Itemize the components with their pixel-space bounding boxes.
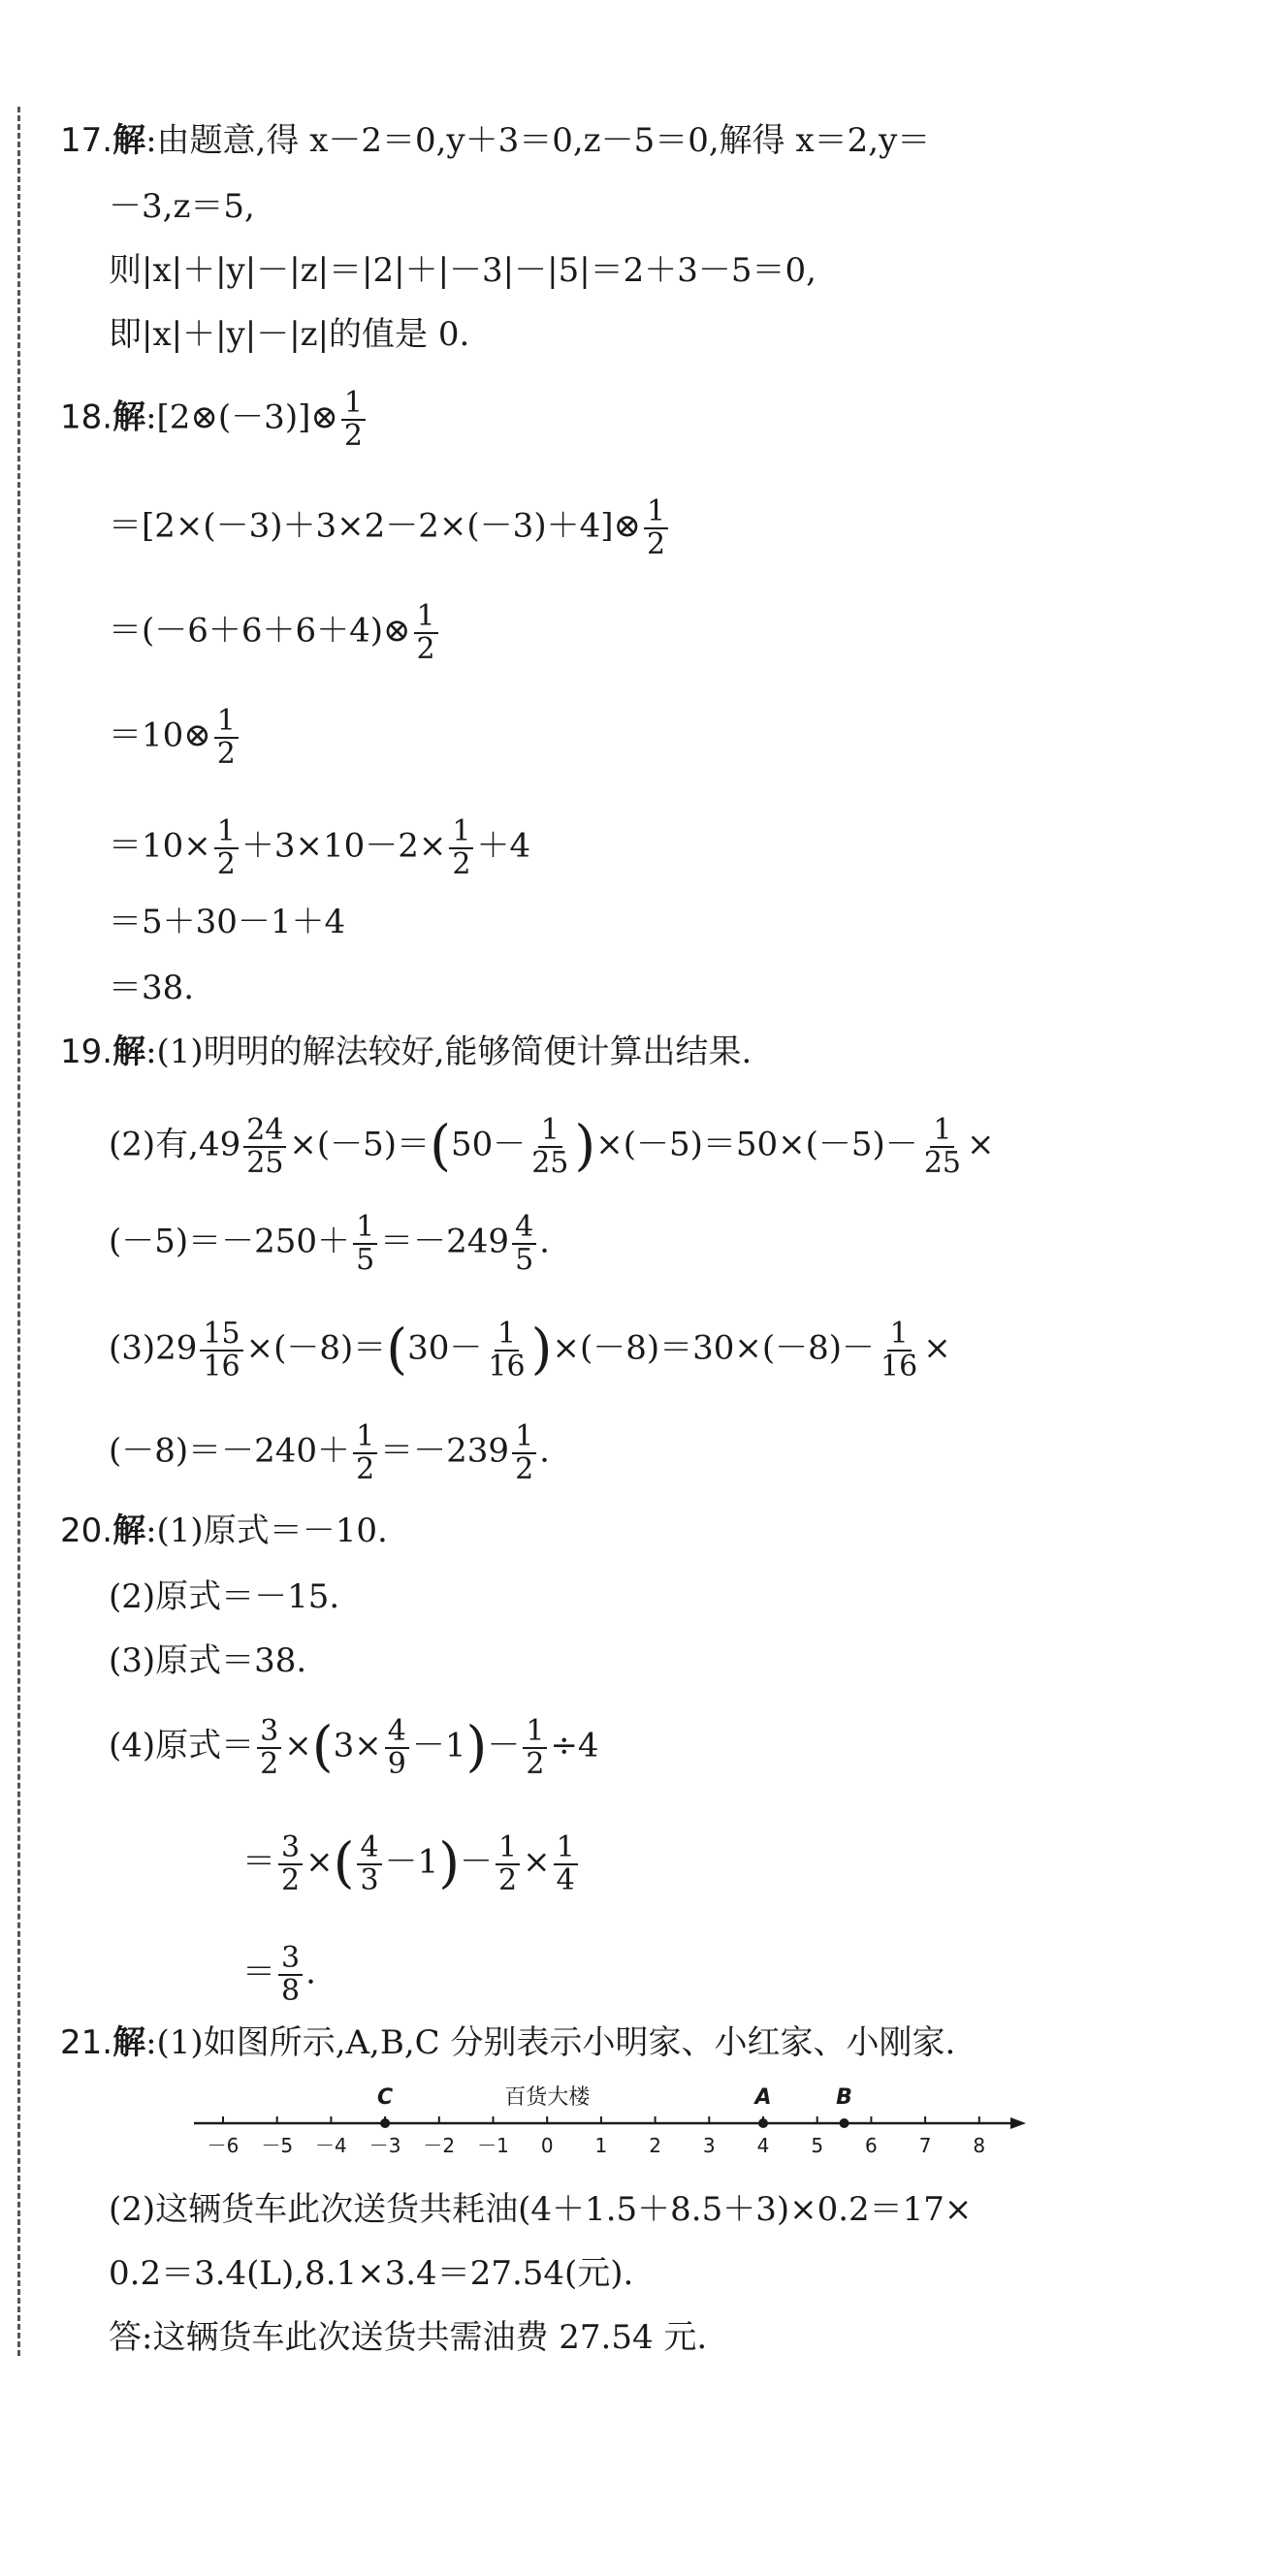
fraction: $\frac{1}{16}$ xyxy=(881,1317,918,1383)
fraction: $\frac{24}{25}$ xyxy=(243,1115,286,1178)
q20-number: 20. xyxy=(60,1511,113,1550)
q21-line-1: 21.解:(1)如图所示,A,B,C 分别表示小明家、小红家、小刚家. xyxy=(60,2023,956,2062)
q17-line-1 xyxy=(60,121,931,160)
fraction: $\frac{1}{2}$ xyxy=(414,601,438,664)
q19-jie: 解 xyxy=(112,1033,146,1071)
q18-jie: 解 xyxy=(112,398,146,437)
q19-line-5: (－8)＝－240＋ $\frac{1}{2}$ ＝－239 $\frac{1}{2}$ . xyxy=(109,1419,550,1486)
q17-number: 17. xyxy=(60,121,113,160)
q17-jie: 解 xyxy=(112,121,146,160)
q21-number: 21. xyxy=(60,2023,113,2062)
q20-line-6: ＝ $\frac{3}{8}$ . xyxy=(242,1941,316,2008)
q20-line-2: (2)原式＝－15. xyxy=(109,1577,340,1616)
q20-line-5: ＝ $\frac{3}{2}$ ×( $\frac{4}{3}$ －1)－ $\frac{1}{2}$ × $\frac{1}{4}$ xyxy=(242,1832,581,1895)
fraction: $\frac{1}{16}$ xyxy=(488,1317,526,1383)
fraction: $\frac{1}{2}$ xyxy=(644,496,668,559)
q19-number: 19. xyxy=(60,1033,113,1071)
fraction: $\frac{4}{9}$ xyxy=(385,1716,409,1779)
q19-line-4: (3)29 $\frac{15}{16}$ ×(－8)＝(30－ $\frac{1}{16}$ )×(－8)＝30×(－8)－ $\frac{1}{16}$ × xyxy=(109,1317,951,1383)
tick-label: －1 xyxy=(477,2134,509,2157)
q18-line-1 xyxy=(60,388,368,451)
tick-label: －5 xyxy=(261,2134,294,2157)
fraction: $\frac{3}{8}$ xyxy=(278,1943,303,2006)
q21-jie: 解 xyxy=(112,2023,146,2062)
fraction: $\frac{1}{2}$ xyxy=(341,388,366,451)
q19-line-3: (－5)＝－250＋ $\frac{1}{5}$ ＝－249 $\frac{4}{5}$ . xyxy=(109,1210,550,1277)
q17-line-2: －3,z＝5, xyxy=(109,187,255,226)
q18-line-2: ＝[2×(－3)＋3×2－2×(－3)＋4]⊗ $\frac{1}{2}$ xyxy=(109,496,671,559)
tick-label: －6 xyxy=(207,2134,240,2157)
tick-label: 0 xyxy=(540,2134,554,2157)
q18-line-5: ＝10× $\frac{1}{2}$ ＋3×10－2× $\frac{1}{2}$ ＋4 xyxy=(109,814,531,881)
tick-label: －2 xyxy=(423,2134,456,2157)
fraction: $\frac{15}{16}$ xyxy=(200,1319,242,1382)
q18-number: 18. xyxy=(60,398,113,437)
fraction: $\frac{1}{2}$ xyxy=(353,1421,377,1484)
tick-label: 8 xyxy=(973,2134,986,2157)
fraction: $\frac{1}{2}$ xyxy=(523,1716,547,1779)
tick-label: 3 xyxy=(702,2134,716,2157)
tick-label: 7 xyxy=(918,2134,932,2157)
point-label: A xyxy=(754,2085,772,2110)
fraction: $\frac{1}{2}$ xyxy=(214,706,239,769)
q21-line-2: (2)这辆货车此次送货共耗油(4＋1.5＋8.5＋3)×0.2＝17× xyxy=(109,2190,973,2229)
origin-label: 百货大楼 xyxy=(504,2085,591,2110)
point-label: C xyxy=(377,2085,394,2110)
point-label: B xyxy=(836,2085,852,2110)
q17-line-4: 即|x|＋|y|－|z|的值是 0. xyxy=(109,315,470,354)
q18-line-7: ＝38. xyxy=(109,969,195,1007)
fraction: $\frac{3}{2}$ xyxy=(278,1832,303,1895)
fraction: $\frac{1}{4}$ xyxy=(554,1832,578,1895)
point-marker xyxy=(758,2118,768,2128)
fraction: $\frac{1}{25}$ xyxy=(531,1113,569,1180)
q18-line-3: ＝(－6＋6＋6＋4)⊗ $\frac{1}{2}$ xyxy=(109,601,441,664)
q21-line-3: 0.2＝3.4(L),8.1×3.4＝27.54(元). xyxy=(109,2254,634,2293)
fraction: $\frac{1}{2}$ xyxy=(449,816,473,879)
tick-label: 5 xyxy=(811,2134,824,2157)
fraction: $\frac{4}{3}$ xyxy=(357,1832,381,1895)
number-line xyxy=(194,2073,1028,2160)
tick-label: －4 xyxy=(315,2134,347,2157)
q20-line-4: (4)原式＝ $\frac{3}{2}$ ×(3× $\frac{4}{9}$ －1)－ $\frac{1}{2}$ ÷4 xyxy=(109,1714,599,1781)
fraction: $\frac{3}{2}$ xyxy=(257,1716,281,1779)
tick-label: 2 xyxy=(649,2134,661,2157)
tick-label: －3 xyxy=(368,2134,401,2157)
fraction: $\frac{1}{5}$ xyxy=(353,1212,377,1275)
q19-line-1: 19.解:(1)明明的解法较好,能够简便计算出结果. xyxy=(60,1033,753,1071)
q20-line-1: 20.解:(1)原式＝－10. xyxy=(60,1511,388,1550)
dashed-margin-line xyxy=(17,107,20,2356)
q20-line-3: (3)原式＝38. xyxy=(109,1641,307,1680)
q20-jie: 解 xyxy=(112,1511,146,1550)
tick-label: 6 xyxy=(865,2134,878,2157)
fraction: $\frac{1}{2}$ xyxy=(512,1421,536,1484)
arrow-icon xyxy=(1010,2117,1026,2129)
point-marker xyxy=(380,2118,390,2128)
tick-label: 4 xyxy=(756,2134,770,2157)
fraction: $\frac{1}{2}$ xyxy=(214,816,239,879)
fraction: $\frac{1}{2}$ xyxy=(496,1832,520,1895)
point-marker xyxy=(840,2118,849,2128)
q17-line-3: 则|x|＋|y|－|z|＝|2|＋|－3|－|5|＝2＋3－5＝0, xyxy=(109,251,817,290)
q17-text-1: :由题意,得 x－2＝0,y＋3＝0,z－5＝0,解得 x＝2,y＝ xyxy=(145,121,931,160)
q18-line-4: ＝10⊗ $\frac{1}{2}$ xyxy=(109,706,241,769)
q19-line-2: (2)有,49 $\frac{24}{25}$ ×(－5)＝(50－ $\frac{1}{25}$ )×(－5)＝50×(－5)－ $\frac{1}{25}$ × xyxy=(109,1113,995,1180)
fraction: $\frac{4}{5}$ xyxy=(512,1212,536,1275)
q18-line-6: ＝5＋30－1＋4 xyxy=(109,903,346,941)
tick-label: 1 xyxy=(594,2134,608,2157)
q18-text-1: :[2⊗(－3)]⊗ xyxy=(145,398,338,437)
fraction: $\frac{1}{25}$ xyxy=(923,1113,961,1180)
q21-line-4: 答:这辆货车此次送货共需油费 27.54 元. xyxy=(109,2318,708,2357)
